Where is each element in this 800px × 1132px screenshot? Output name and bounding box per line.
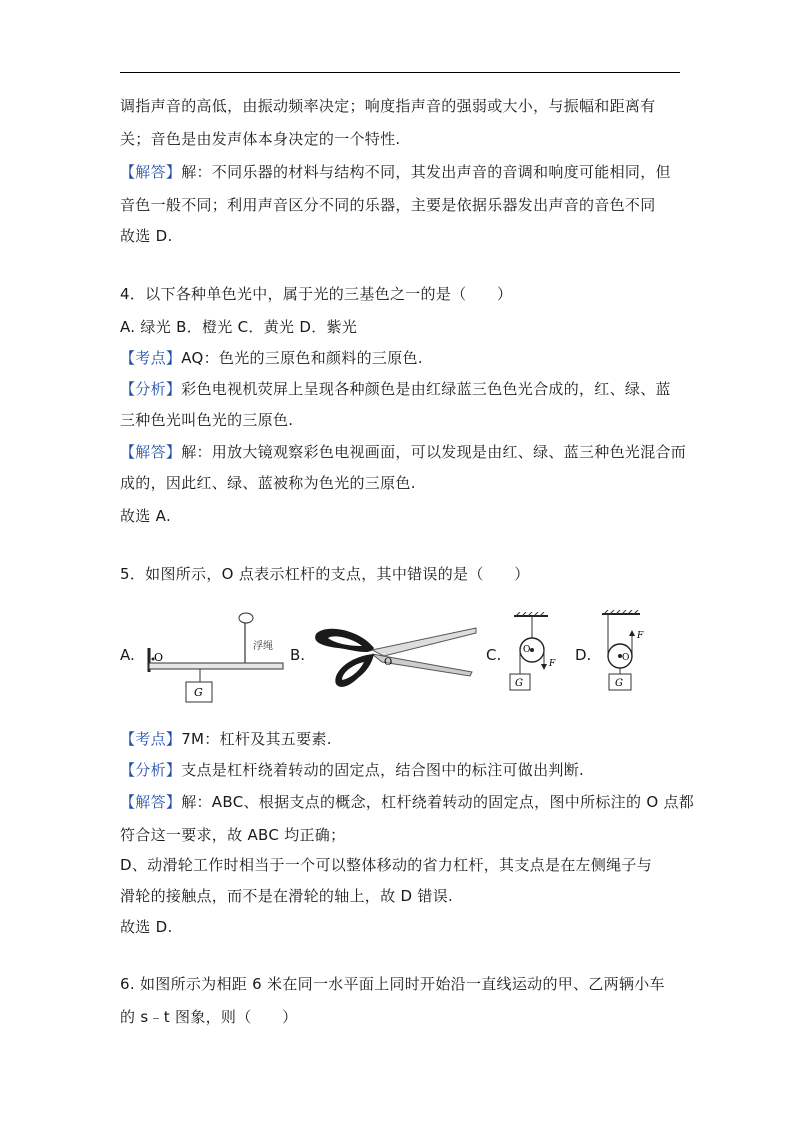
text-line: 的 s﹣t 图象，则（ ）: [120, 1008, 298, 1026]
conclusion-line: 故选 D.: [120, 227, 173, 245]
answer-line: 【解答】解：用放大镜观察彩色电视画面，可以发现是由红、绿、蓝三种色光混合而: [120, 443, 687, 461]
text-line: 三种色光叫色光的三原色.: [120, 411, 294, 429]
option-c-label: C.: [486, 646, 502, 664]
header-rule: [120, 72, 680, 73]
svg-text:O: O: [384, 657, 393, 668]
svg-text:F: F: [637, 631, 644, 641]
fenxi-line: 【分析】支点是杠杆绕着转动的固定点，结合图中的标注可做出判断.: [120, 761, 585, 779]
movable-pulley-figure-d: [596, 610, 656, 694]
text-line: 成的，因此红、绿、蓝被称为色光的三原色.: [120, 474, 416, 492]
kaodian-line: 【考点】AQ：色光的三原色和颜料的三原色.: [120, 349, 423, 367]
text-line: D、动滑轮工作时相当于一个可以整体移动的省力杠杆，其支点是在左侧绳子与: [120, 856, 653, 874]
svg-text:O: O: [154, 651, 164, 664]
text-line: 关；音色是由发声体本身决定的一个特性.: [120, 130, 401, 148]
lever-figure-a: [140, 608, 290, 706]
conclusion-line: 故选 D.: [120, 918, 173, 936]
svg-text:O: O: [622, 653, 630, 663]
svg-text:G: G: [615, 678, 623, 689]
text-line: 符合这一要求，故 ABC 均正确；: [120, 826, 346, 844]
answer-line: 【解答】解：ABC、根据支点的概念，杠杆绕着转动的固定点，图中所标注的 O 点都: [120, 793, 695, 811]
conclusion-line: 故选 A.: [120, 507, 172, 525]
answer-line: 【解答】解：不同乐器的材料与结构不同，其发出声音的音调和响度可能相同，但: [120, 163, 671, 181]
option-a-label: A.: [120, 646, 135, 664]
option-d-label: D.: [575, 646, 592, 664]
fixed-pulley-figure-c: [500, 612, 560, 692]
text-line: 音色一般不同；利用声音区分不同的乐器，主要是依据乐器发出声音的音色不同: [120, 196, 656, 214]
text-line: 滑轮的接触点，而不是在滑轮的轴上，故 D 错误.: [120, 887, 454, 905]
text-line: 调指声音的高低，由振动频率决定；响度指声音的强弱或大小，与振幅和距离有: [120, 97, 656, 115]
svg-text:浮绳: 浮绳: [253, 641, 273, 652]
question-4: 4．以下各种单色光中，属于光的三基色之一的是（ ）: [120, 285, 513, 303]
svg-text:G: G: [194, 686, 203, 699]
svg-text:O: O: [523, 645, 531, 655]
svg-text:F: F: [549, 659, 556, 669]
question-6: 6. 如图所示为相距 6 米在同一水平面上同时开始沿一直线运动的甲、乙两辆小车: [120, 975, 665, 993]
question-5: 5．如图所示，O 点表示杠杆的支点，其中错误的是（ ）: [120, 565, 530, 583]
kaodian-line: 【考点】7M：杠杆及其五要素.: [120, 730, 332, 748]
svg-text:G: G: [515, 678, 523, 689]
fenxi-line: 【分析】彩色电视机荧屏上呈现各种颜色是由红绿蓝三色色光合成的，红、绿、蓝: [120, 380, 671, 398]
question-4-options: A. 绿光 B．橙光 C．黄光 D．紫光: [120, 318, 358, 336]
scissors-figure-b: [310, 620, 480, 690]
option-b-label: B.: [290, 646, 306, 664]
